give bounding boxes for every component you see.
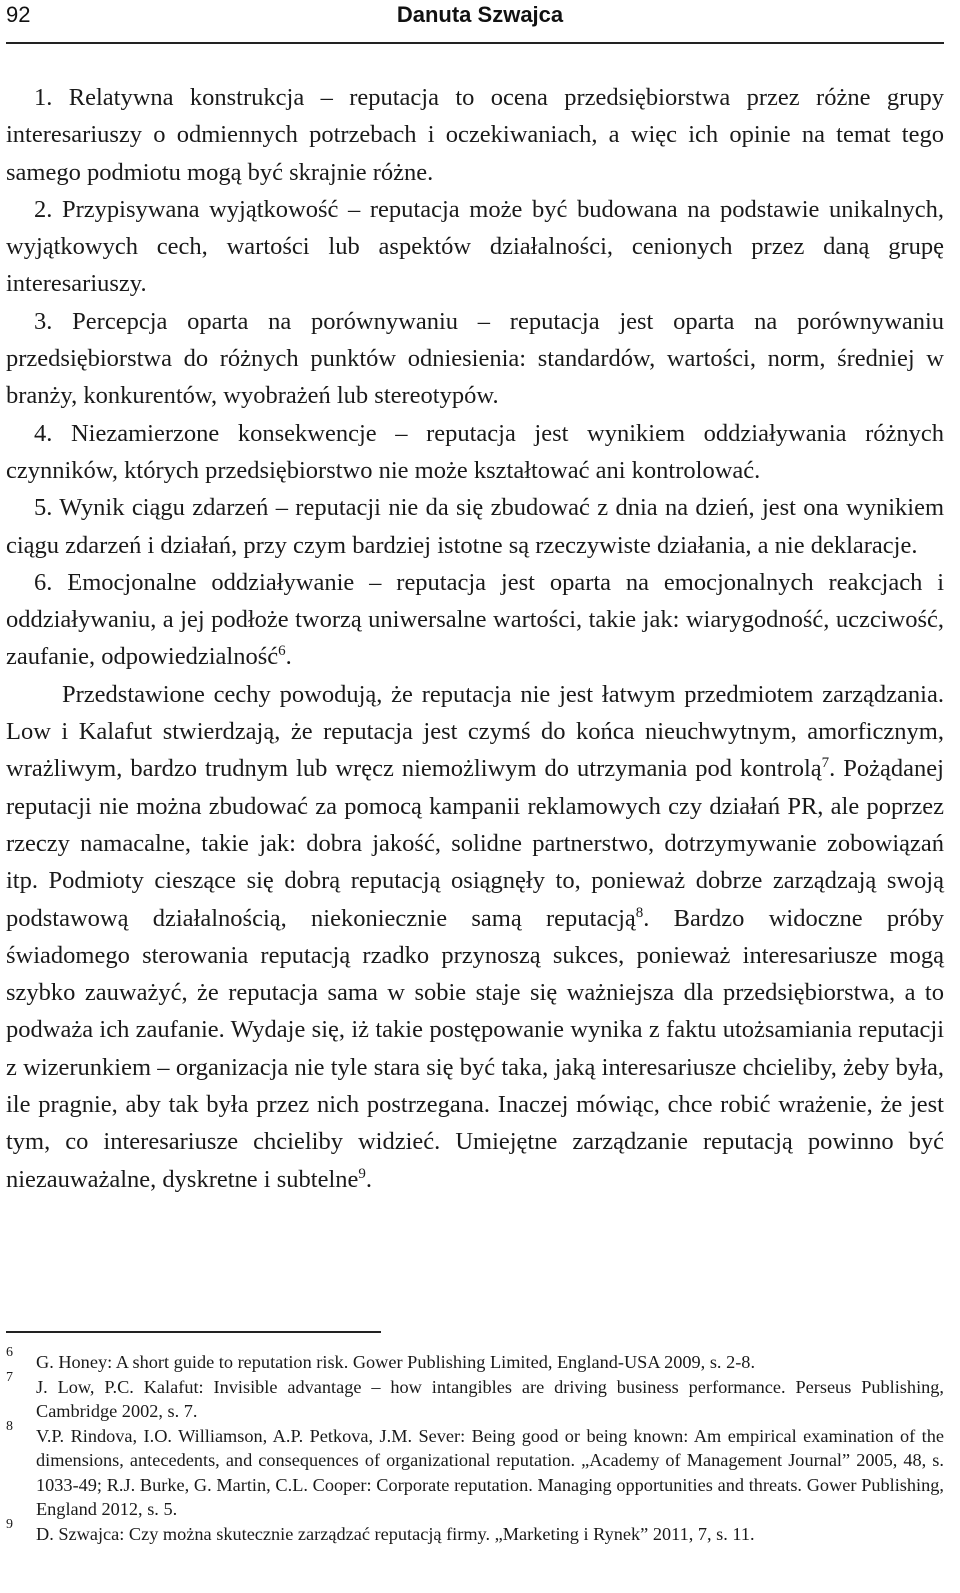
footnote-ref: 8 [635, 904, 644, 921]
footnote-ref: 6 [278, 643, 286, 660]
paragraph-segment: Przedstawione cechy powodują, że reputacja nie jest łatwym przedmiotem zarządzania. Low i Kalafut stwierdzają, że reputacja jest czymś do końca nieuchwytnym, amorficznym, wrażliwym, bardzo trudnym lub wręcz niemożliwym do utrzymania pod kontrolą [6, 680, 944, 783]
footnote-text: V.P. Rindova, I.O. Williamson, A.P. Petkova, J.M. Sever: Being good or being known: Am empirical examination of the dimensions, antecedents, and consequences of organizational reputation. „Academy of Management Journal” 2005, 48, s. 1033-49; R.J. Burke, G. Martin, C.L. Cooper: Corporate reputation. Managing opportunities and threats. Gower Publishing, England 2012, s. 5. [36, 1425, 944, 1519]
paragraph-segment: . [365, 1165, 373, 1193]
list-number: 2. [34, 195, 53, 223]
paragraph-segment: . Bardzo widoczne próby świadomego sterowania reputacją rzadko przynoszą sukces, ponieważ interesariusze mogą szybko zauważyć, że reputacja sama w sobie staje się ważniejsza dla przedsiębiorstwa, a to podważa ich zaufanie. Wydaje się, iż takie postępowanie wynika z faktu utożsamiania reputacji z wizerunkiem – organizacja nie tyle stara się być taka, jaką interesariusze chcieliby, żeby była, ile pragnie, aby tak była przez nich postrzegana. Inaczej mówiąc, chce robić wrażenie, że jest tym, co interesariusze chcieliby widzieć. Umiejętne zarządzanie reputacją powinno być niezauważalne, dyskretne i subtelne [6, 904, 945, 1193]
footnote-7 [6, 1369, 944, 1424]
list-item-3 [6, 303, 944, 415]
body-paragraph [6, 676, 944, 1198]
running-title: Danuta Szwajca [396, 2, 564, 27]
footnote-mark: 7 [6, 1369, 13, 1385]
list-text: Relatywna konstrukcja – reputacja to ocena przedsiębiorstwa przez różne grupy interesariuszy o odmiennych potrzebach i oczekiwaniach, a więc ich opinie na temat tego samego podmiotu mogą być skrajnie różne. [6, 84, 944, 186]
list-item-5 [6, 489, 944, 564]
footnote-text: J. Low, P.C. Kalafut: Invisible advantage – how intangibles are driving business performance. Perseus Publishing, Cambridge 2002, s. 7. [36, 1376, 944, 1421]
list-item-2 [6, 191, 944, 303]
list-number: 5. [34, 494, 53, 522]
footnote-ref: 7 [821, 755, 830, 772]
footnote-ref: 9 [358, 1165, 366, 1182]
footnote-text: D. Szwajca: Czy można skutecznie zarządzać reputacją firmy. „Marketing i Rynek” 2011, 7, s. 11. [36, 1523, 755, 1544]
list-item-1 [6, 79, 944, 191]
footnote-text: G. Honey: A short guide to reputation risk. Gower Publishing Limited, England-USA 2009, s. 2-8. [36, 1352, 756, 1372]
main-text [6, 79, 944, 1198]
list-text: Emocjonalne oddziaływanie – reputacja jest oparta na emocjonalnych reakcjach i oddziaływaniu, a jej podłoże tworzą uniwersalne wartości, takie jak: wiarygodność, uczciwość, zaufanie, odpowiedzialność [6, 568, 945, 671]
list-number: 6. [34, 568, 53, 596]
footnote-9 [6, 1516, 944, 1547]
list-text-tail: . [285, 643, 292, 671]
footnotes [6, 1345, 944, 1546]
paragraph-segment: . Pożądanej reputacji nie można zbudować za pomocą kampanii reklamowych czy działań PR, ale poprzez rzeczy namacalne, takie jak: dobra jakość, solidne partnerstwo, dotrzymywanie zobowiązań itp. Podmioty cieszące się dobrą reputacją osiągnęły to, ponieważ dobrze zarządzają swoją podstawową działalnością, niekoniecznie samą reputacją [6, 755, 944, 932]
list-text: Wynik ciągu zdarzeń – reputacji nie da się zbudować z dnia na dzień, jest ona wynikiem ciągu zdarzeń i działań, przy czym bardziej istotne są rzeczywiste działania, a nie deklaracje. [6, 494, 944, 559]
list-text: Niezamierzone konsekwencje – reputacja jest wynikiem oddziaływania różnych czynników, których przedsiębiorstwo nie może kształtować ani kontrolować. [6, 419, 945, 484]
footnote-6 [6, 1345, 944, 1375]
footnote-mark: 8 [6, 1418, 13, 1434]
footnote-mark: 6 [6, 1345, 13, 1360]
footnote-mark: 9 [6, 1516, 13, 1532]
list-text: Percepcja oparta na porównywaniu – reputacja jest oparta na porównywaniu przedsiębiorstwa do różnych punktów odniesienia: standardów, wartości, norm, średniej w branży, konkurentów, wyobrażeń lub stereotypów. [6, 307, 945, 410]
footnote-separator [6, 1331, 381, 1333]
footnote-8 [6, 1418, 944, 1522]
list-number: 4. [34, 419, 53, 447]
list-number: 1. [34, 84, 53, 111]
running-header [0, 0, 948, 44]
list-item-6 [6, 564, 944, 676]
list-item-4 [6, 415, 944, 490]
list-number: 3. [34, 307, 53, 335]
page-number: 92 [6, 2, 31, 27]
header-rule [6, 42, 944, 44]
list-text: Przypisywana wyjątkowość – reputacja może być budowana na podstawie unikalnych, wyjątkowych cech, wartości lub aspektów działalności, cenionych przez daną grupę interesariuszy. [6, 195, 944, 298]
